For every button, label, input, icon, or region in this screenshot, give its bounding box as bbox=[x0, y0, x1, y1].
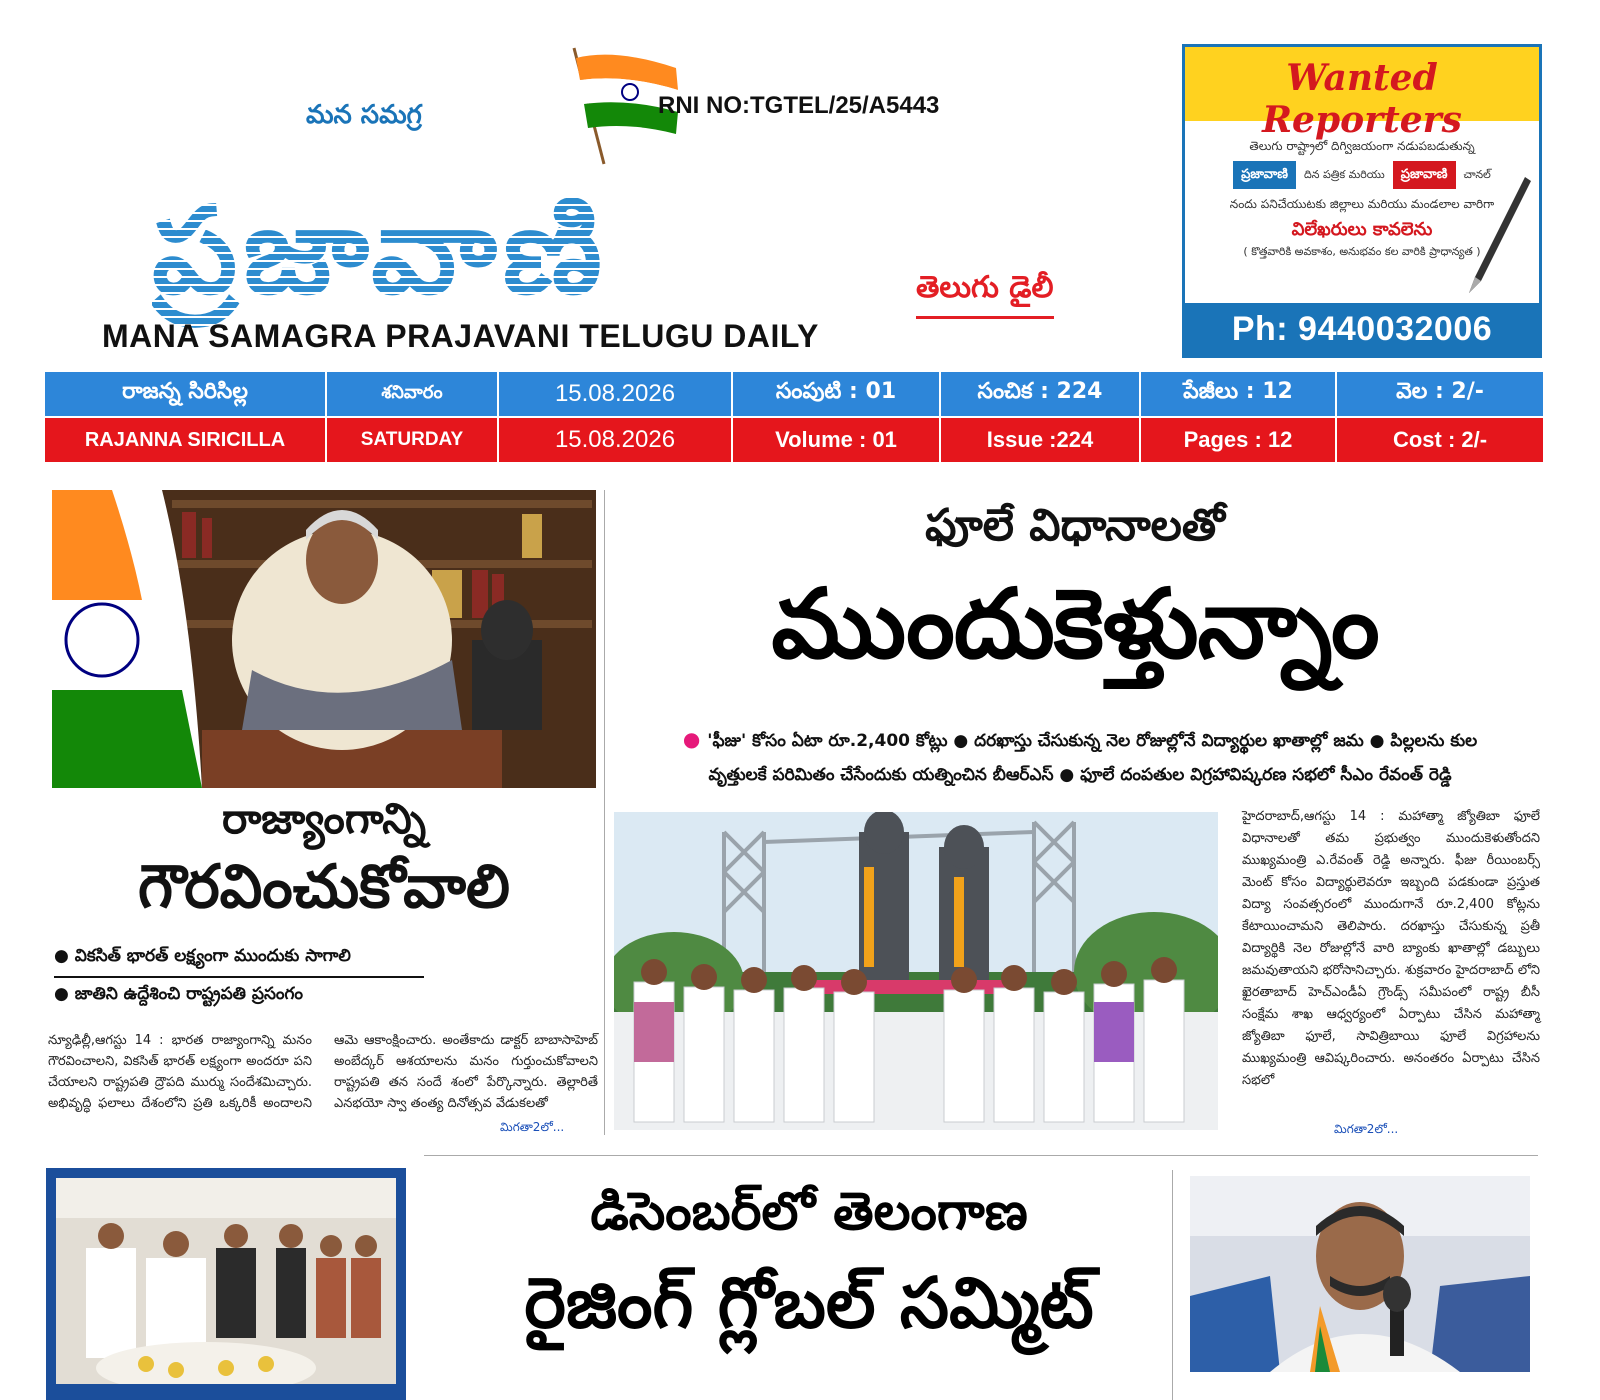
main-bullets-line-2: వృత్తులకే పరిమితం చేసేందుకు యత్నించిన బీఆర్ఎస్ ● ఫూలే దంపతుల విగ్రహావిష్కరణ సభలో సీఎం రేవంత్ రెడ్డి bbox=[708, 765, 1452, 785]
main-bullets bbox=[630, 722, 1530, 792]
ad-logo-tv: ప్రజావాణి bbox=[1393, 161, 1456, 189]
masthead bbox=[46, 40, 1160, 360]
main-continued-link[interactable]: మిగతా2లో... bbox=[1334, 1122, 1399, 1136]
pages-te: పేజీలు : 12 bbox=[1141, 372, 1337, 416]
left-headline-2: గౌరవించుకోవాలి bbox=[138, 852, 510, 922]
left-headline-1: రాజ్యాంగాన్ని bbox=[221, 794, 427, 843]
ad-headline: Wanted Reporters bbox=[1262, 57, 1462, 141]
main-kicker: ఫూలే విధానాలతో bbox=[925, 500, 1225, 551]
left-bullet-1: ● వికసిత్ భారత్ లక్ష్యంగా ముందుకు సాగాలి bbox=[54, 940, 424, 978]
ad-line-2: నందు పనిచేయుటకు జిల్లాలు మరియు మండలాల వారిగా bbox=[1229, 197, 1495, 211]
rni-number: RNI NO:TGTEL/25/A5443 bbox=[658, 92, 940, 119]
ad-note: ( కొత్తవారికి అవకాశం, అనుభవం కల వారికి ప్రాధాన్యత ) bbox=[1243, 245, 1481, 258]
president-photo[interactable] bbox=[52, 490, 596, 788]
issue-en: Issue :224 bbox=[941, 418, 1141, 462]
ad-logo-paper: ప్రజావాణి bbox=[1233, 161, 1296, 189]
ad-line-1: తెలుగు రాష్ట్రాలో దిగ్విజయంగా నడుపబడుతున్న bbox=[1249, 139, 1475, 153]
cost-en: Cost : 2/- bbox=[1392, 427, 1488, 452]
left-bullets bbox=[54, 940, 424, 1014]
day-en: SATURDAY bbox=[327, 418, 499, 462]
logo-text: ప్రజావాణి bbox=[152, 182, 608, 350]
left-body-text: న్యూఢిల్లీ,ఆగస్టు 14 : భారత రాజ్యాంగాన్ని మనం గౌరవించాలని, వికసిత్ భారత్ లక్ష్యంగా అందరూ పని చేయాలని రాష్ట్రపతి ద్రౌపది ముర్ము సందేశమిచ్చారు. అభివృద్ధి ఫలాలు దేశంలోని ప్రతి ఒక్కరికీ అందాలని ఆమె ఆకాంక్షించారు. అంతేకాదు డాక్టర్ బాబాసాహెబ్ అంబేద్కర్ ఆశయాలను మనం గుర్తుంచుకోవాలని రాష్ట్రపతి తన సందే శంలో పేర్కొన్నారు. తెల్లారితే ఎనభయో స్వా తంత్య దినోత్సవ వేడుకలతో bbox=[48, 1033, 598, 1111]
section-divider bbox=[424, 1155, 1538, 1156]
president-photo-image bbox=[52, 490, 596, 788]
wanted-reporters-ad[interactable] bbox=[1182, 44, 1542, 358]
ad-phone[interactable]: Ph: 9440032006 bbox=[1185, 303, 1539, 355]
district-en: RAJANNA SIRICILLA bbox=[45, 418, 327, 462]
condolence-photo[interactable] bbox=[46, 1168, 406, 1400]
main-body-text: హైదరాబాద్,ఆగస్టు 14 : మహాత్మా జ్యోతిబా ఫూలే విధానాలతో తమ ప్రభుత్వం ముందుకెళుతోందని ముఖ్యమంత్రి ఎ.రేవంత్ రెడ్డి అన్నారు. ఫీజు రీయింబర్స్ మెంట్ కోసం విద్యార్థులెవరూ ఇబ్బంది పడకుండా ప్రస్తుత విద్యా సంవత్సరంలో ముందుగానే రూ.2,400 కోట్లను కేటాయించామని తెలిపారు. దరఖాస్తు చేసుకున్న ప్రతీ విద్యార్థికి నెల రోజుల్లోనే వారి బ్యాంకు ఖాతాల్లో డబ్బులు జమవుతాయని భరోసానిచ్చారు. శుక్రవారం హైదరాబాద్ లోని ఖైరతాబాద్ హెచ్ఎండీఏ గ్రౌండ్స్ సమీపంలో రాష్ట్ర బీసీ సంక్షేమ శాఖ ఆధ్వర్యంలో ఏర్పాటు చేసిన మహాత్మా జ్యోతిబా ఫూలే, సావిత్రిబాయి ఫూలే విగ్రహాలను ముఖ్యమంత్రి ఆవిష్కరించారు. అనంతరం ఏర్పాటు చేసిన సభలో bbox=[1242, 809, 1540, 1088]
english-title: MANA SAMAGRA PRAJAVANI TELUGU DAILY bbox=[102, 318, 819, 354]
day-te: శనివారం bbox=[327, 372, 499, 416]
bottom-column-divider bbox=[1172, 1170, 1173, 1400]
main-bullets-line-1: 'ఫీజు' కోసం ఏటా రూ.2,400 కోట్లు ● దరఖాస్తు చేసుకున్న నెల రోజుల్లోనే విద్యార్థుల ఖాతాల్లో జమ ● పిల్లలను కుల bbox=[707, 731, 1478, 751]
statue-unveiling-image bbox=[614, 812, 1218, 1130]
column-divider bbox=[604, 490, 605, 1135]
date-te: 15.08.2026 bbox=[499, 372, 733, 416]
pen-icon bbox=[1455, 167, 1533, 297]
left-bullet-2: ● జాతిని ఉద్దేశించి రాష్ట్రపతి ప్రసంగం bbox=[54, 984, 304, 1004]
volume-en: Volume : 01 bbox=[733, 418, 941, 462]
ad-mid-text: దిన పత్రిక మరియు bbox=[1303, 168, 1385, 181]
info-bar-english bbox=[45, 418, 1543, 462]
main-headline: ముందుకెళ్తున్నాం bbox=[771, 568, 1379, 680]
condolence-photo-frame bbox=[56, 1178, 396, 1384]
masthead-tagline: మన సమగ్ర bbox=[306, 100, 422, 130]
ad-channel: చానల్ bbox=[1463, 168, 1491, 181]
ad-wanted: విలేఖరులు కావలెను bbox=[1291, 219, 1433, 240]
minister-photo[interactable] bbox=[1190, 1176, 1530, 1372]
district-te: రాజన్న సిరిసిల్ల bbox=[45, 372, 327, 416]
issue-te: సంచిక : 224 bbox=[941, 372, 1141, 416]
bullet-dot-icon: ● bbox=[682, 727, 708, 751]
pages-en: Pages : 12 bbox=[1141, 418, 1337, 462]
bottom-headline-1: డిసెంబర్‌లో తెలంగాణ bbox=[590, 1182, 1028, 1242]
ad-header bbox=[1185, 47, 1539, 141]
condolence-image bbox=[56, 1178, 396, 1384]
cost-te: వెల : 2/- bbox=[1396, 379, 1484, 404]
statue-unveiling-photo[interactable] bbox=[614, 812, 1218, 1130]
minister-image bbox=[1190, 1176, 1530, 1372]
info-bar-telugu bbox=[45, 372, 1543, 416]
bottom-headline-2: రైజింగ్ గ్లోబల్ సమ్మిట్ bbox=[524, 1262, 1094, 1344]
telugu-daily-label: తెలుగు డైలీ bbox=[916, 270, 1054, 319]
left-continued-link[interactable]: మిగతా2లో... bbox=[500, 1120, 565, 1134]
date-en: 15.08.2026 bbox=[499, 418, 733, 462]
volume-te: సంపుటి : 01 bbox=[733, 372, 941, 416]
